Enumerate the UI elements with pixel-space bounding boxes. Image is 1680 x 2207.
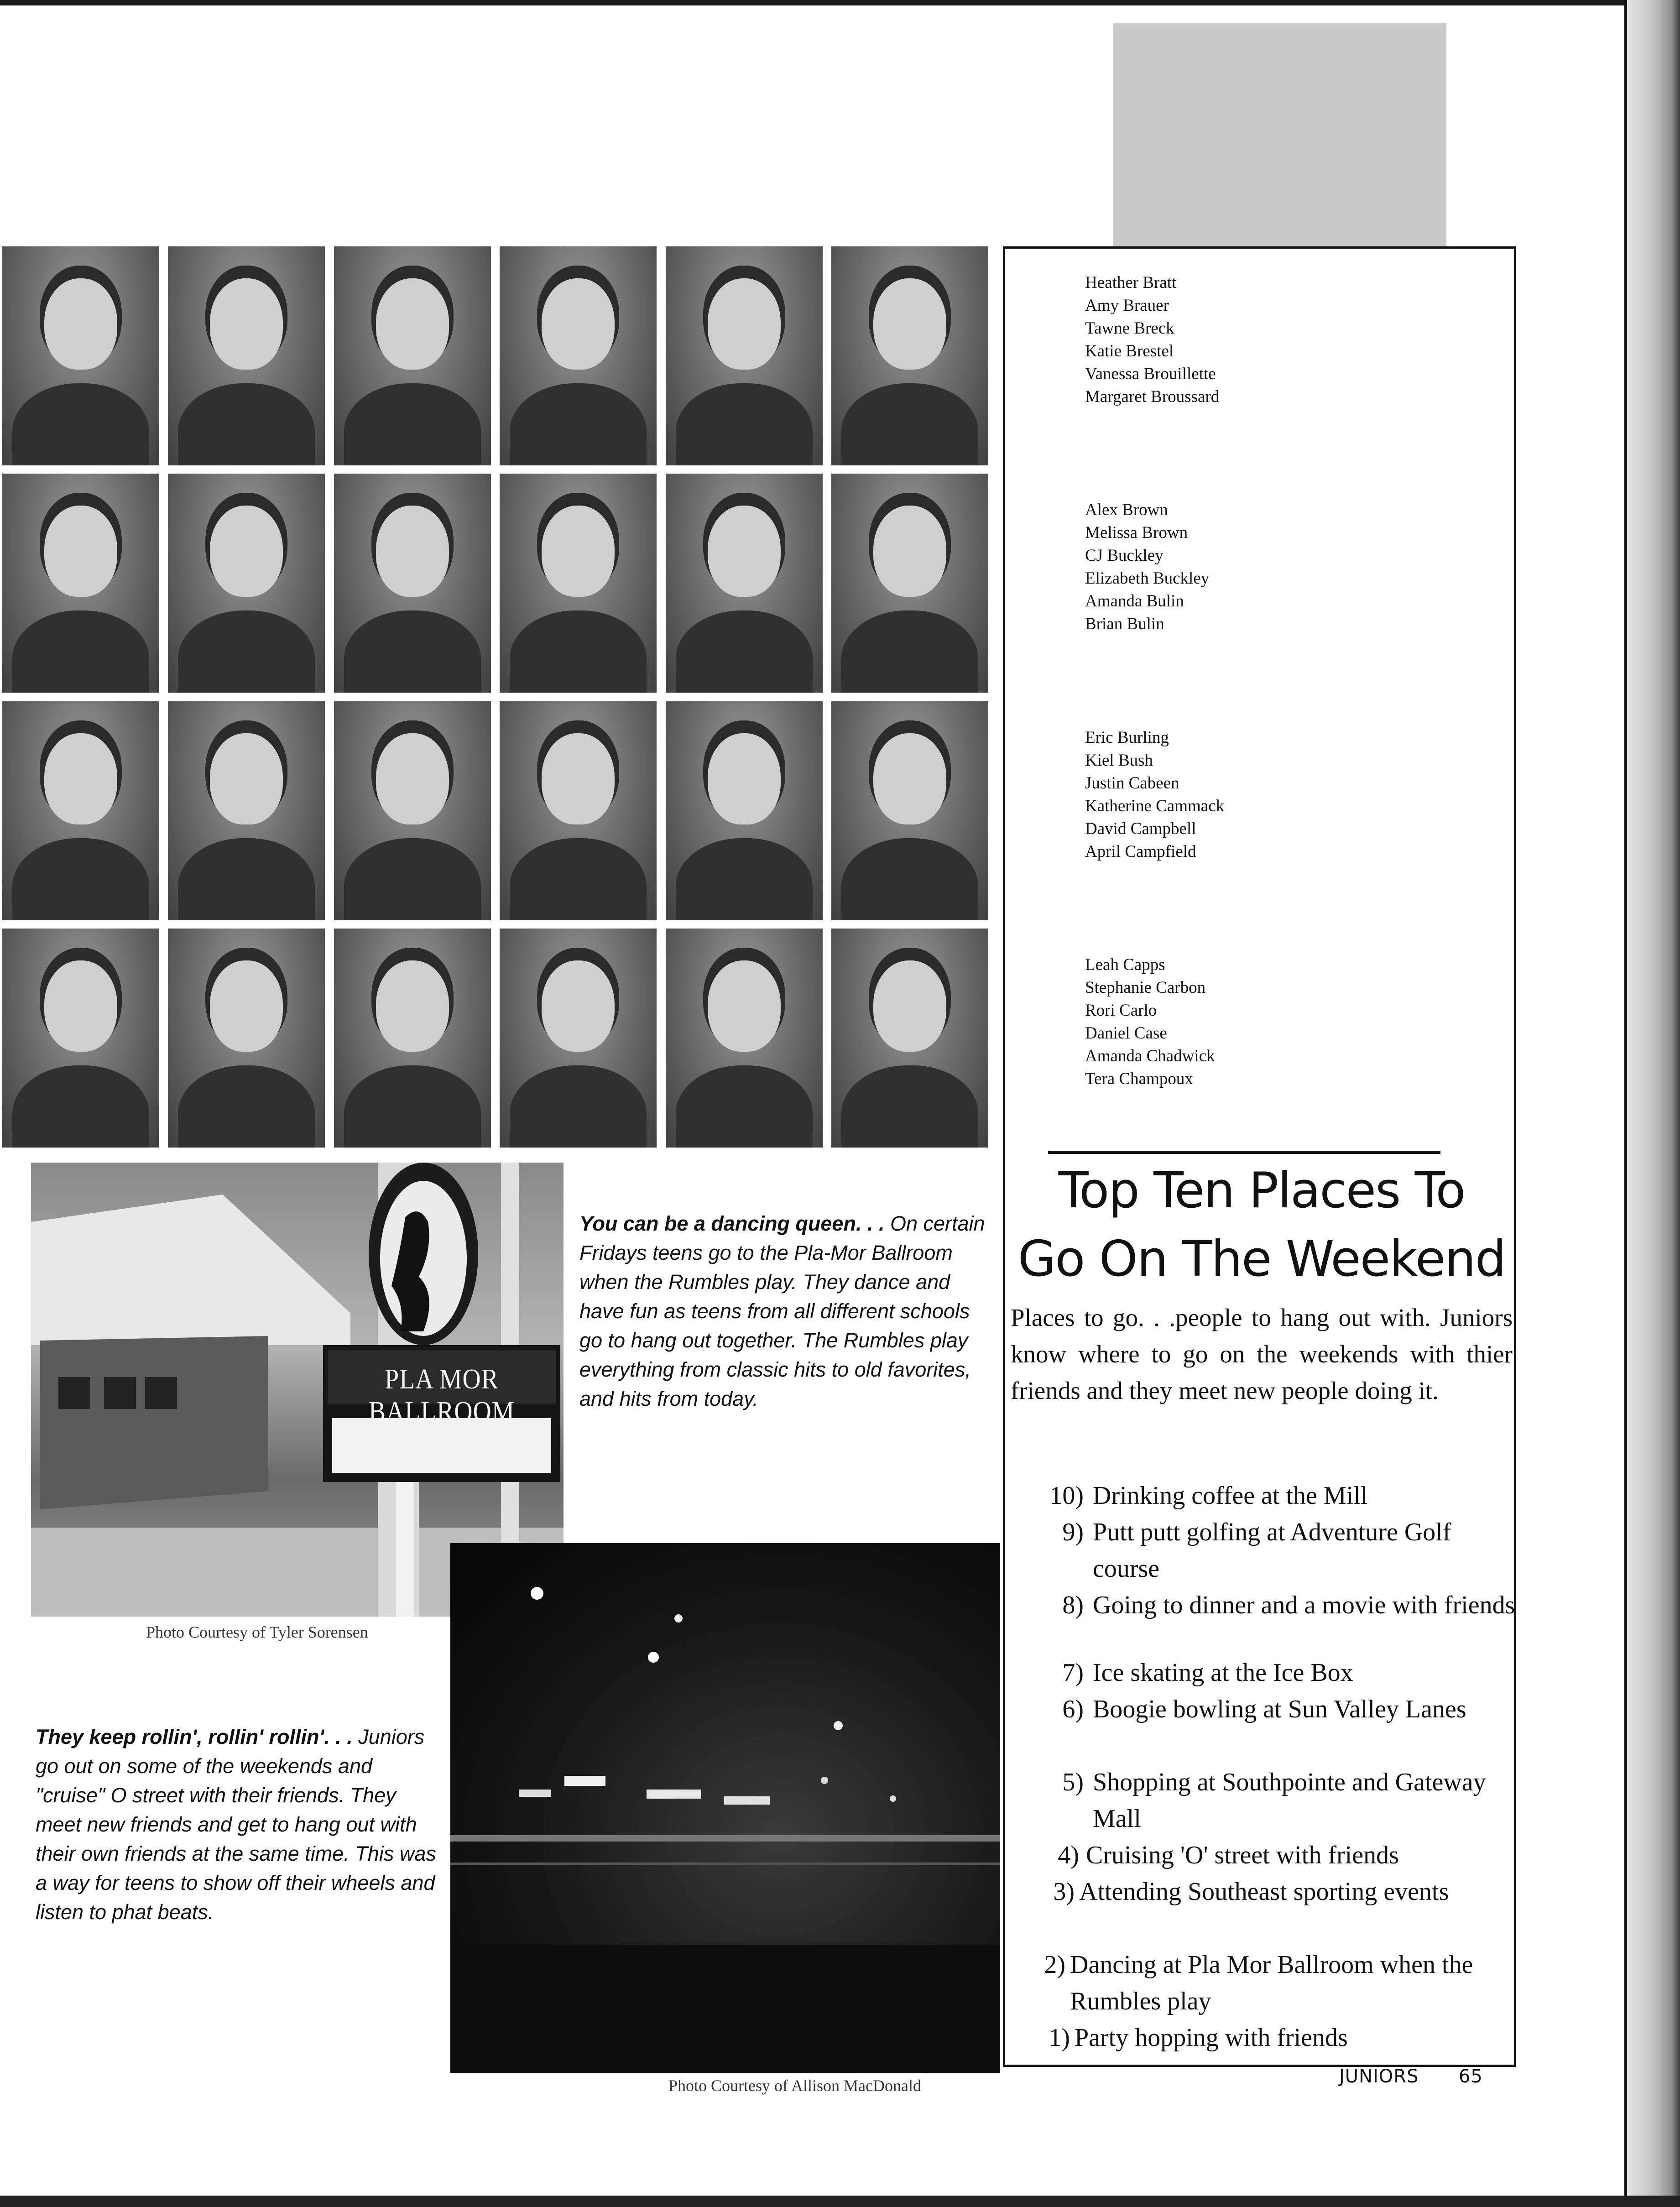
name: Justin Cabeen <box>1085 774 1179 793</box>
portrait-shoulders <box>12 1065 149 1148</box>
name: CJ Buckley <box>1085 546 1163 565</box>
name: Kiel Bush <box>1085 751 1153 770</box>
student-portrait <box>500 474 657 693</box>
portrait-shoulders <box>676 1065 813 1148</box>
name-group-row-1 <box>1085 271 1219 408</box>
portrait-shoulders <box>178 610 315 693</box>
portrait-head <box>873 960 946 1052</box>
student-portrait <box>831 474 988 693</box>
portrait-shoulders <box>841 838 978 920</box>
student-portrait <box>334 474 491 693</box>
student-portrait <box>168 929 325 1148</box>
portrait-shoulders <box>12 383 149 465</box>
portrait-head <box>376 733 449 824</box>
portrait-head <box>44 733 117 824</box>
name: Melissa Brown <box>1085 523 1188 542</box>
portrait-shoulders <box>841 383 978 465</box>
student-portrait <box>831 929 988 1148</box>
name: Amy Brauer <box>1085 296 1169 315</box>
student-portrait <box>2 929 159 1148</box>
list-item-text: Putt putt golfing at Adventure Golf course <box>1093 1518 1451 1583</box>
page-number: 65 <box>1458 2066 1483 2087</box>
ballroom-photo-caption: Photo Courtesy of Tyler Sorensen <box>146 1623 368 1641</box>
list-item-text: Dancing at Pla Mor Ballroom when the Rumbles play <box>1070 1951 1473 2015</box>
name: Katherine Cammack <box>1085 797 1225 815</box>
list-item-text: Boogie bowling at Sun Valley Lanes <box>1093 1695 1466 1723</box>
portrait-head <box>210 733 283 824</box>
student-portrait <box>666 246 823 465</box>
name: Leah Capps <box>1085 955 1165 974</box>
gray-tab <box>1113 23 1446 246</box>
portrait-shoulders <box>510 1065 647 1148</box>
portrait-head <box>44 278 117 370</box>
portrait-head <box>708 733 781 824</box>
name: April Campfield <box>1085 842 1196 861</box>
bottom-edge <box>0 2196 1680 2207</box>
portrait-head <box>44 960 117 1052</box>
portrait-shoulders <box>510 838 647 920</box>
portrait-head <box>708 278 781 370</box>
list-item-number: 4) <box>1058 1841 1079 1869</box>
list-item-text: Attending Southeast sporting events <box>1079 1878 1449 1906</box>
footer-section: JUNIORS <box>1339 2066 1419 2087</box>
list-item-text: Ice skating at the Ice Box <box>1093 1659 1353 1687</box>
portrait-head <box>376 960 449 1052</box>
portrait-head <box>376 278 449 370</box>
portrait-shoulders <box>344 383 481 465</box>
page-footer <box>1339 2066 1483 2087</box>
top-ten-title-line-1: Top Ten Places To <box>1058 1162 1465 1219</box>
name: Brian Bulin <box>1085 615 1164 633</box>
portrait-shoulders <box>841 610 978 693</box>
cruise-story-body: Juniors go out on some of the weekends and "cruise" O street with their friends. They meet new friends and get to hang out with their own friends at the same time. This was a way for teens to show off their wheels and listen to phat beats. <box>36 1725 436 1924</box>
portrait-head <box>542 733 615 824</box>
portrait-head <box>708 960 781 1052</box>
portrait-shoulders <box>510 383 647 465</box>
list-item-text: Party hopping with friends <box>1075 2024 1348 2052</box>
student-portrait <box>168 246 325 465</box>
student-portrait <box>666 474 823 693</box>
name: Katie Brestel <box>1085 342 1174 360</box>
list-item-number: 9) <box>1062 1518 1084 1546</box>
heading-rule <box>1048 1151 1440 1154</box>
portrait-shoulders <box>178 1065 315 1148</box>
ballroom-story <box>579 1209 990 1414</box>
name: Vanessa Brouillette <box>1085 365 1216 383</box>
portrait-shoulders <box>676 610 813 693</box>
name: Margaret Broussard <box>1085 387 1220 406</box>
portrait-grid <box>2 246 974 1159</box>
portrait-head <box>873 278 946 370</box>
portrait-head <box>210 960 283 1052</box>
portrait-head <box>873 506 946 597</box>
list-item-number: 10) <box>1049 1482 1084 1510</box>
name: David Campbell <box>1085 819 1196 838</box>
name: Rori Carlo <box>1085 1001 1157 1020</box>
portrait-shoulders <box>12 838 149 920</box>
list-item-text: Cruising 'O' street with friends <box>1086 1841 1399 1869</box>
name: Eric Burling <box>1085 728 1169 747</box>
ballroom-story-body: On certain Fridays teens go to the Pla-Mor Ballroom when the Rumbles play. They dance and have fun as teens from all different schools go to hang out together. The Rumbles play everything from classic hits to old favorites, and hits from today. <box>579 1212 985 1410</box>
ballroom-story-lead: You can be a dancing queen. . . <box>579 1212 885 1235</box>
portrait-head <box>873 733 946 824</box>
cruise-story-lead: They keep rollin', rollin' rollin'. . . <box>36 1725 353 1748</box>
night-street-photo <box>450 1543 1000 2073</box>
name: Alex Brown <box>1085 501 1168 519</box>
name: Amanda Bulin <box>1085 592 1184 610</box>
list-item-number: 1) <box>1049 2024 1070 2052</box>
name: Daniel Case <box>1085 1024 1167 1043</box>
portrait-shoulders <box>344 838 481 920</box>
name-group-row-3 <box>1085 726 1224 863</box>
night-photo-caption: Photo Courtesy of Allison MacDonald <box>668 2077 921 2095</box>
top-edge <box>0 0 1680 5</box>
student-portrait <box>666 701 823 920</box>
student-portrait <box>2 474 159 693</box>
cruise-story <box>36 1722 437 1927</box>
portrait-head <box>542 278 615 370</box>
portrait-shoulders <box>12 610 149 693</box>
student-portrait <box>334 701 491 920</box>
student-portrait <box>500 929 657 1148</box>
portrait-head <box>376 506 449 597</box>
list-item-number: 2) <box>1044 1951 1065 1979</box>
student-portrait <box>334 929 491 1148</box>
ballroom-sign-text: PLA MOR BALLROOM <box>368 1364 515 1427</box>
student-portrait <box>168 701 325 920</box>
portrait-head <box>542 960 615 1052</box>
list-item-text: Drinking coffee at the Mill <box>1093 1482 1368 1510</box>
student-portrait <box>500 246 657 465</box>
list-item-text: Going to dinner and a movie with friends <box>1093 1591 1515 1619</box>
name: Tawne Breck <box>1085 319 1174 338</box>
name: Elizabeth Buckley <box>1085 569 1210 588</box>
name: Amanda Chadwick <box>1085 1047 1215 1065</box>
name: Tera Champoux <box>1085 1070 1193 1088</box>
student-portrait <box>666 929 823 1148</box>
list-item-number: 6) <box>1062 1695 1084 1723</box>
portrait-head <box>708 506 781 597</box>
name: Heather Bratt <box>1085 273 1177 292</box>
student-portrait <box>2 701 159 920</box>
list-item-number: 7) <box>1062 1659 1084 1687</box>
student-portrait <box>831 246 988 465</box>
list-item-text: Shopping at Southpointe and Gateway Mall <box>1093 1768 1486 1833</box>
top-ten-intro: Places to go. . .people to hang out with. Juniors know where to go on the weekends with thier friends and they meet new people doing it. <box>1011 1304 1513 1404</box>
portrait-shoulders <box>676 383 813 465</box>
list-item-number: 8) <box>1062 1591 1084 1619</box>
name-group-row-2 <box>1085 499 1209 636</box>
portrait-shoulders <box>178 383 315 465</box>
spine-edge <box>1624 0 1627 2196</box>
list-item-number: 3) <box>1053 1878 1075 1906</box>
portrait-head <box>542 506 615 597</box>
student-portrait <box>168 474 325 693</box>
portrait-shoulders <box>178 838 315 920</box>
top-ten-title-line-2: Go On The Weekend <box>1017 1231 1506 1288</box>
student-portrait <box>831 701 988 920</box>
portrait-shoulders <box>676 838 813 920</box>
page-spine <box>1624 0 1680 2207</box>
portrait-head <box>210 278 283 370</box>
student-portrait <box>2 246 159 465</box>
portrait-shoulders <box>344 1065 481 1148</box>
list-item-number: 5) <box>1062 1768 1084 1796</box>
student-portrait <box>500 701 657 920</box>
portrait-head <box>210 506 283 597</box>
portrait-shoulders <box>344 610 481 693</box>
name-group-row-4 <box>1085 954 1215 1090</box>
portrait-head <box>44 506 117 597</box>
name: Stephanie Carbon <box>1085 978 1206 997</box>
portrait-shoulders <box>841 1065 978 1148</box>
student-portrait <box>334 246 491 465</box>
portrait-shoulders <box>510 610 647 693</box>
